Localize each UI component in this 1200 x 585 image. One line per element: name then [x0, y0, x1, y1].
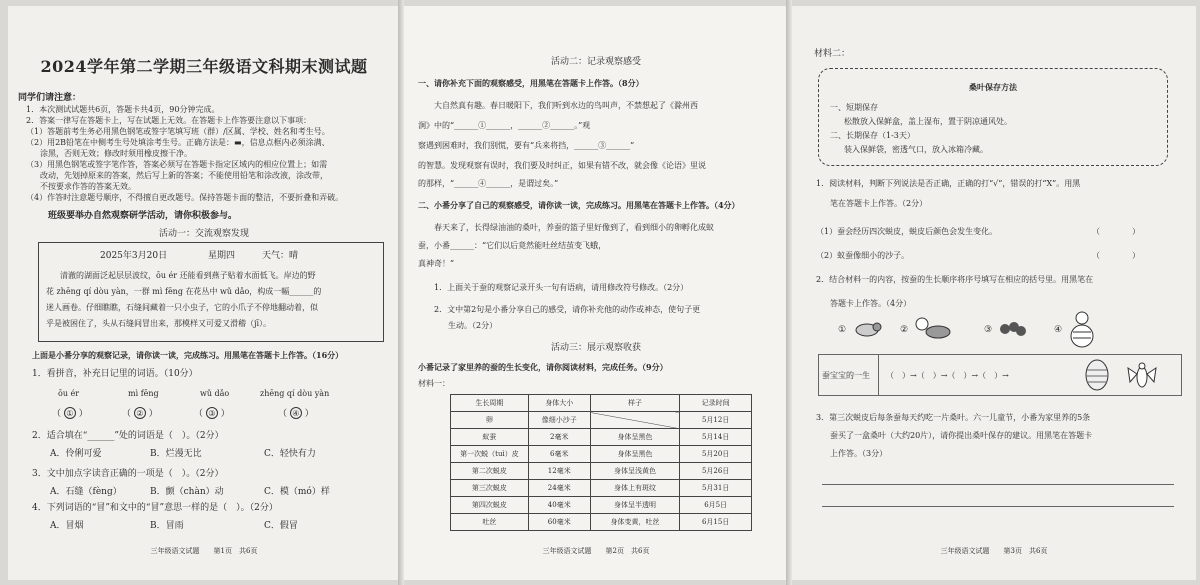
egg-icon — [1084, 358, 1110, 392]
table-header: 身体大小 — [528, 395, 590, 412]
diary-weekday: 星期四 — [208, 251, 236, 261]
caterpillar-icon — [914, 314, 952, 342]
section-2-heading: 二、小番分享了自己的观察感受，请你读一读，完成练习。用黑笔在答题卡上作答。（4分） — [418, 200, 740, 210]
diary-weather: 天气：晴 — [262, 251, 299, 261]
section-1-heading: 一、请你补充下面的观察感受，用黑笔在答题卡上作答。（8分） — [418, 78, 644, 88]
table-cell: 第四次蜕皮 — [451, 497, 529, 514]
answer-line — [822, 506, 1174, 507]
section-1-line: 大自然真有趣。春日暖阳下，我们听到水边的鸟叫声，不禁想起了《滁州西 — [434, 101, 698, 110]
table-cell: 身体呈黑色 — [590, 446, 680, 463]
table-cell: 5月31日 — [680, 480, 752, 497]
page-footer: 三年级语文试题 第2页 共6页 — [542, 547, 650, 555]
q2-option-b: B．烂漫无比 — [150, 449, 202, 459]
section-2-question-2: 2．文中第2句是小番分享自己的感受，请你补充他的动作或神态，使句子更 — [434, 305, 701, 314]
table-cell: 蚁蚕 — [451, 429, 529, 446]
judge-paren-1: （ ） — [1092, 227, 1140, 236]
question-2-cont: 答题卡上作答。（4分） — [830, 299, 912, 308]
q3-option-a: A．石缝（fèng） — [50, 487, 122, 497]
table-cell: 第二次蜕皮 — [451, 463, 529, 480]
stage-number-2: ② — [900, 325, 909, 335]
question-2: 2．结合材料一的内容，按蚕的生长顺序将序号填写在相应的括号里。用黑笔在 — [816, 275, 1094, 284]
eggs-icon — [998, 320, 1028, 338]
activity-2-title: 活动二：记录观察感受 — [550, 57, 641, 67]
storage-line: 一、短期保存 — [830, 103, 878, 112]
table-cell: 6月5日 — [680, 497, 752, 514]
diary-date: 2025年3月20日 — [100, 251, 168, 261]
section-1-line: 涧》中的“______①______，______②______。”观 — [418, 121, 591, 130]
table-cell: 24毫米 — [528, 480, 590, 497]
storage-line: 装入保鲜袋，密透气口，放入冰箱冷藏。 — [844, 145, 988, 154]
stage-number-4: ④ — [1054, 325, 1063, 335]
answer-blank-1: （ ① ） — [52, 409, 88, 419]
question-1: 1．阅读材料，判断下列说法是否正确，正确的打“√”，错误的打“X”。用黑 — [816, 179, 1081, 188]
table-cell: 6毫米 — [528, 446, 590, 463]
table-cell-diagonal — [590, 412, 680, 429]
blank-number: ② — [134, 407, 146, 419]
section-1-line: 的智慧。发现观察有误时，我们要及时纠正，如果有错不改，就会像《论语》里说 — [418, 161, 706, 170]
answer-line — [822, 484, 1174, 485]
moth-icon — [1126, 360, 1158, 390]
blank-number: ④ — [290, 407, 302, 419]
page-1 — [8, 6, 400, 580]
section-2-line: 蚕，小番______：“它们以后竟然能吐丝结茧变飞蛾， — [418, 241, 607, 250]
page-footer: 三年级语文试题 第3页 共6页 — [940, 547, 1048, 555]
notice-heading: 同学们请注意： — [18, 93, 82, 103]
question-3: 3．文中加点字读音正确的一项是（ ）。（2分） — [32, 469, 224, 479]
table-cell: 12毫米 — [528, 463, 590, 480]
table-row — [451, 412, 752, 429]
theme-text: 班级要举办自然观察研学活动，请你积极参与。 — [48, 211, 238, 221]
notice-line: （2）用2B铅笔在中侧考生号处填涂考生号。正确方法是：▬，信息点框内必须涂满、 — [26, 138, 330, 147]
table-row — [451, 514, 752, 531]
judge-item-2: （2）蚁蚕像细小的沙子。 — [816, 251, 910, 260]
table-row — [451, 497, 752, 514]
question-3-cont: 上作答。（3分） — [830, 449, 888, 458]
life-cycle-sequence: （ ）→（ ）→（ ）→（ ）→ — [886, 371, 1009, 380]
table-cell: 40毫米 — [528, 497, 590, 514]
table-cell: 2毫米 — [528, 429, 590, 446]
notice-line: 2．答案一律写在答题卡上，写在试题上无效。在答题卡上作答要注意以下事项： — [26, 116, 312, 125]
pinyin-2: mì fēng — [128, 389, 159, 398]
q2-option-a: A．伶俐可爱 — [50, 449, 102, 459]
notice-line: 不按要求作答的答案无效。 — [40, 182, 136, 191]
diary-line: 乎是被困住了，头从石缝间冒出来，那模样又可爱又滑稽（jī）。 — [46, 319, 272, 328]
table-row — [451, 446, 752, 463]
pinyin-3: wǔ dǎo — [200, 389, 230, 398]
storage-line: 二、长期保存（1-3天） — [830, 131, 915, 140]
exam-title: 2024学年第二学期三年级语文科期末测试题 — [40, 57, 368, 76]
answer-blank-4: （ ④ ） — [278, 409, 314, 419]
pinyin-4: zhēng qí dòu yàn — [260, 389, 330, 398]
diary-line: 清澈的湖面泛起层层波纹，ōu ér 还能看到燕子贴着水面低飞。岸边的野 — [60, 271, 316, 280]
activity-1-title: 活动一：交流观察发现 — [158, 229, 249, 239]
material-2-label: 材料二： — [814, 49, 851, 59]
question-2: 2．适合填在“______”处的词语是（ ）。（2分） — [32, 431, 224, 441]
table-cell: 第一次蜕（tuì）皮 — [451, 446, 529, 463]
activity-3-title: 活动三：展示观察收获 — [550, 343, 641, 353]
storage-box-title: 桑叶保存方法 — [969, 82, 1017, 92]
table-cell: 5月12日 — [680, 412, 752, 429]
table-row — [451, 463, 752, 480]
table-cell: 卵 — [451, 412, 529, 429]
page-footer: 三年级语文试题 第1页 共6页 — [150, 547, 258, 555]
life-cycle-label: 蚕宝宝的一生 — [822, 371, 870, 380]
table-header: 生长周期 — [451, 395, 529, 412]
question-3: 3．第三次蜕皮后每条蚕每天约吃一片桑叶。六一儿童节，小番为家里养的5条 — [816, 413, 1091, 422]
question-1: 1．看拼音，补充日记里的词语。（10分） — [32, 369, 198, 379]
q4-option-a: A．冒烟 — [50, 521, 84, 531]
page-3 — [792, 6, 1196, 580]
section-2-line: 春天来了，长得绿油油的桑叶，养蚕的篮子里好像到了，看到细小的卵孵化成蚁 — [434, 223, 714, 232]
diary-line: 花 zhēng qí dòu yàn，一群 mì fēng 在花丛中 wǔ dǎo，构成一幅______的 — [46, 287, 322, 296]
table-cell: 身体呈半透明 — [590, 497, 680, 514]
q4-option-b: B．冒雨 — [150, 521, 184, 531]
growth-table — [450, 394, 752, 531]
question-1-cont: 笔在答题卡上作答。（2分） — [830, 199, 928, 208]
table-cell: 身体变黄，吐丝 — [590, 514, 680, 531]
question-4: 4．下列词语的“冒”和文中的“冒”意思一样的是（ ）。（2分） — [32, 503, 278, 513]
blank-number: ① — [64, 407, 76, 419]
table-cell: 像细小沙子 — [528, 412, 590, 429]
section-3-heading: 小番记录了家里养的蚕的生长变化，请你阅读材料，完成任务。（9分） — [418, 362, 668, 372]
question-intro: 上面是小番分享的观察记录，请你读一读，完成练习。用黑笔在答题卡上作答。（16分） — [32, 350, 344, 360]
page-2 — [404, 6, 788, 580]
silkworm-icon — [852, 318, 882, 340]
table-cell: 身体呈黑色 — [590, 429, 680, 446]
q3-option-c: C．模（mó）样 — [264, 487, 330, 497]
table-cell: 身体上有斑纹 — [590, 480, 680, 497]
table-row — [451, 429, 752, 446]
pinyin-1: ōu ér — [58, 389, 80, 398]
notice-line: （1）答题前考生务必用黑色钢笔或签字笔填写班（群）/区属、学校、姓名和考生号。 — [26, 127, 330, 136]
notice-line: （3）用黑色钢笔或签字笔作答，答案必须写在答题卡指定区域内的相应位置上；如需 — [26, 160, 328, 169]
material-1-label: 材料一： — [418, 379, 450, 388]
table-cell: 5月20日 — [680, 446, 752, 463]
table-cell: 5月26日 — [680, 463, 752, 480]
table-cell: 60毫米 — [528, 514, 590, 531]
life-cycle-divider — [878, 354, 879, 396]
notice-line: 1．本次测试试题共6页，答题卡共4页，90分钟完成。 — [26, 105, 220, 114]
notice-line: 涂黑，否则无效；修改时须用橡皮擦干净。 — [40, 149, 192, 158]
table-cell: 5月14日 — [680, 429, 752, 446]
table-header-row — [451, 395, 752, 412]
table-row — [451, 480, 752, 497]
q3-option-b: B．颤（chàn）动 — [150, 487, 224, 497]
stage-number-1: ① — [838, 325, 847, 335]
q2-option-c: C．轻快有力 — [264, 449, 316, 459]
answer-blank-3: （ ③ ） — [194, 409, 230, 419]
section-2-question-2-cont: 生动。（2分） — [448, 321, 498, 330]
q4-option-c: C．假冒 — [264, 521, 298, 531]
blank-number: ③ — [206, 407, 218, 419]
table-header: 记录时间 — [680, 395, 752, 412]
diary-line: 迷人画卷。仔细瞧瞧，石缝间藏着一只小虫子，它的小爪子不停地翻动着，似 — [46, 303, 318, 312]
judge-item-1: （1）蚕会经历四次蜕皮，蜕皮后颜色会发生变化。 — [816, 227, 998, 236]
storage-line: 松散放入保鲜盒，盖上湿布，置于阴凉通风处。 — [844, 117, 1012, 126]
table-cell: 身体呈浅黄色 — [590, 463, 680, 480]
section-2-question-1: 1．上面关于蚕的观察记录开头一句有语病，请用修改符号修改。（2分） — [434, 283, 689, 292]
notice-line: 改动，先划掉原来的答案，然后写上新的答案；不能使用铅笔和涂改液，涂改带， — [40, 171, 328, 180]
cocoon-icon — [1068, 310, 1096, 348]
section-1-line: 察遇到困难时，我们别慌，要有“兵来将挡，______③______” — [418, 141, 635, 150]
answer-blank-2: （ ② ） — [122, 409, 158, 419]
stage-number-3: ③ — [984, 325, 993, 335]
section-1-line: 的那样，“______④______，是谓过矣。” — [418, 179, 559, 188]
table-cell: 6月15日 — [680, 514, 752, 531]
table-cell: 第三次蜕皮 — [451, 480, 529, 497]
table-header: 样子 — [590, 395, 680, 412]
notice-line: （4）作答时注意题号顺序，不得擅自更改题号。保持答题卡面的整洁，不要折叠和弄破。 — [26, 193, 344, 202]
judge-paren-2: （ ） — [1092, 251, 1140, 260]
table-cell: 吐丝 — [451, 514, 529, 531]
question-3-cont: 蚕买了一盒桑叶（大约20片），请你提出桑叶保存的建议。用黑笔在答题卡 — [830, 431, 1093, 440]
section-2-line: 真神奇！” — [418, 259, 455, 268]
